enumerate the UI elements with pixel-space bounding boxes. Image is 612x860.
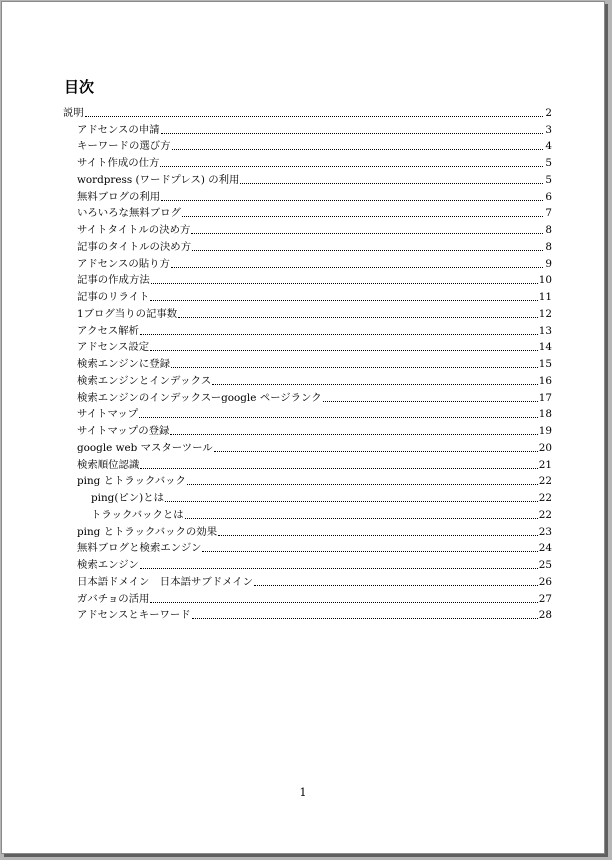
toc-entry[interactable] <box>63 236 552 253</box>
toc-entry-title: サイト作成の仕方 <box>77 157 160 169</box>
toc-dot-leader <box>178 316 538 318</box>
toc-dot-leader <box>150 349 538 351</box>
toc-entry[interactable] <box>63 370 552 387</box>
toc-entry-page: 8 <box>545 224 552 236</box>
toc-entry-title: google web マスターツール <box>77 441 213 454</box>
toc-entry[interactable] <box>63 538 552 555</box>
toc-heading: 目次 <box>64 78 95 96</box>
toc-entry-page: 16 <box>538 374 552 387</box>
toc-entry-page: 22 <box>538 492 552 504</box>
toc-entry-page: 8 <box>545 240 552 253</box>
toc-dot-leader <box>218 534 538 536</box>
toc-entry[interactable] <box>63 437 552 454</box>
toc-entry[interactable] <box>63 102 552 119</box>
toc-entry[interactable] <box>63 119 552 136</box>
toc-entry-page: 24 <box>538 542 552 555</box>
document-page <box>1 1 605 854</box>
toc-entry[interactable] <box>63 136 552 153</box>
toc-entry[interactable] <box>63 186 552 203</box>
toc-entry-page: 27 <box>538 592 552 605</box>
toc-entry[interactable] <box>63 320 552 337</box>
toc-entry-title: アドセンス設定 <box>77 341 150 354</box>
toc-entry-title: アドセンスの申請 <box>77 123 160 136</box>
toc-entry-title: 1ブログ当りの記事数 <box>77 307 178 320</box>
toc-entry-page: 25 <box>538 559 552 571</box>
toc-entry[interactable] <box>63 521 552 538</box>
toc-dot-leader <box>202 550 537 552</box>
toc-dot-leader <box>191 232 543 234</box>
toc-dot-leader <box>140 467 537 469</box>
toc-entry-title: キーワードの選び方 <box>77 140 171 153</box>
toc-entry-page: 21 <box>538 458 552 471</box>
toc-entry[interactable] <box>63 504 552 521</box>
toc-entry-title: アドセンスとキーワード <box>77 609 191 622</box>
toc-entry-title: トラックバックとは <box>91 508 184 521</box>
toc-entry-title: 検索エンジンに登録 <box>77 358 170 370</box>
toc-entry-page: 26 <box>538 575 552 588</box>
toc-entry[interactable] <box>63 219 552 236</box>
toc-entry-title: サイトマップの登録 <box>77 425 170 437</box>
toc-entry-title: 記事の作成方法 <box>77 274 150 287</box>
toc-entry-page: 15 <box>538 358 552 370</box>
toc-entry-title: アクセス解析 <box>77 324 140 337</box>
toc-entry-page: 9 <box>545 257 552 270</box>
toc-entry[interactable] <box>63 169 552 186</box>
toc-dot-leader <box>187 483 538 485</box>
toc-dot-leader <box>161 199 543 201</box>
toc-entry-title: 日本語ドメイン 日本語サブドメイン <box>77 575 254 588</box>
toc-dot-leader <box>170 433 537 435</box>
toc-entry-page: 23 <box>538 525 552 538</box>
toc-entry[interactable] <box>63 404 552 421</box>
toc-entry[interactable] <box>63 270 552 287</box>
toc-dot-leader <box>85 115 543 117</box>
toc-dot-leader <box>182 215 543 217</box>
toc-dot-leader <box>150 299 537 301</box>
toc-entry-title: wordpress (ワードプレス) の利用 <box>77 173 240 186</box>
toc-entry-page: 18 <box>538 408 552 421</box>
toc-entry-page: 19 <box>538 425 552 437</box>
toc-entry[interactable] <box>63 353 552 370</box>
toc-entry[interactable] <box>63 203 552 220</box>
toc-dot-leader <box>212 383 538 385</box>
toc-entry-page: 22 <box>538 508 552 521</box>
toc-entry-page: 7 <box>545 207 552 220</box>
toc-entry-page: 2 <box>545 106 552 119</box>
toc-entry-page: 13 <box>538 324 552 337</box>
toc-entry-title: 説明 <box>63 106 84 119</box>
toc-entry-title: アドセンスの貼り方 <box>77 257 170 270</box>
toc-entry-title: いろいろな無料ブログ <box>77 207 181 220</box>
toc-entry-page: 11 <box>538 291 552 303</box>
toc-entry[interactable] <box>63 286 552 303</box>
toc-entry-page: 14 <box>538 341 552 354</box>
toc-dot-leader <box>171 266 543 268</box>
toc-entry-page: 10 <box>538 274 552 287</box>
toc-dot-leader <box>140 567 538 569</box>
toc-entry-page: 5 <box>545 157 552 169</box>
toc-entry-page: 12 <box>538 307 552 320</box>
toc-dot-leader <box>160 165 543 167</box>
toc-dot-leader <box>151 282 538 284</box>
toc-entry-title: サイトタイトルの決め方 <box>77 224 191 236</box>
toc-entry[interactable] <box>63 588 552 605</box>
toc-dot-leader <box>161 132 543 134</box>
page-number: 1 <box>299 786 307 799</box>
toc-entry-title: 検索順位認識 <box>77 458 140 471</box>
toc-dot-leader <box>192 617 538 619</box>
toc-dot-leader <box>139 416 538 418</box>
toc-entry[interactable] <box>63 152 552 169</box>
toc-dot-leader <box>192 249 543 251</box>
toc-entry[interactable] <box>63 303 552 320</box>
toc-entry-title: 無料ブログの利用 <box>77 190 161 203</box>
toc-dot-leader <box>150 601 537 603</box>
toc-entry-title: ping とトラックバック <box>77 475 186 488</box>
toc-dot-leader <box>240 182 543 184</box>
toc-entry[interactable] <box>63 605 552 622</box>
toc-entry-title: 記事のリライト <box>77 291 150 303</box>
toc-entry[interactable] <box>63 554 552 571</box>
toc-entry[interactable] <box>63 420 552 437</box>
toc-entry-page: 20 <box>538 441 552 454</box>
toc-entry-title: ガバチョの活用 <box>77 592 150 605</box>
toc-entry-page: 3 <box>545 123 552 136</box>
toc-dot-leader <box>254 584 538 586</box>
toc-entry[interactable] <box>63 487 552 504</box>
toc-entry-title: 検索エンジン <box>77 559 139 571</box>
toc-entry-page: 22 <box>538 475 552 488</box>
toc-dot-leader <box>140 333 538 335</box>
toc-entry-title: ping(ピン)とは <box>91 492 164 504</box>
toc-entry-title: 検索エンジンのインデックスーgoogle ページランク <box>77 391 322 404</box>
toc-entry-title: 検索エンジンとインデックス <box>77 374 212 387</box>
toc-entry-page: 6 <box>545 190 552 203</box>
toc-dot-leader <box>323 400 538 402</box>
toc-entry-title: ping とトラックバックの効果 <box>77 525 218 538</box>
toc-entry-title: サイトマップ <box>77 408 139 421</box>
toc-entry[interactable] <box>63 387 552 404</box>
toc-entry[interactable] <box>63 337 552 354</box>
toc-entry[interactable] <box>63 454 552 471</box>
table-of-contents <box>63 102 552 621</box>
toc-entry-title: 無料ブログと検索エンジン <box>77 542 202 555</box>
toc-entry-page: 17 <box>538 391 552 404</box>
toc-entry[interactable] <box>63 571 552 588</box>
toc-entry-page: 28 <box>538 609 552 622</box>
toc-dot-leader <box>172 148 543 150</box>
toc-dot-leader <box>214 450 538 452</box>
toc-entry[interactable] <box>63 253 552 270</box>
toc-dot-leader <box>171 366 538 368</box>
toc-entry[interactable] <box>63 471 552 488</box>
toc-dot-leader <box>185 517 538 519</box>
toc-dot-leader <box>165 500 538 502</box>
toc-entry-page: 4 <box>545 140 552 153</box>
toc-entry-page: 5 <box>545 173 552 186</box>
toc-entry-title: 記事のタイトルの決め方 <box>77 240 192 253</box>
